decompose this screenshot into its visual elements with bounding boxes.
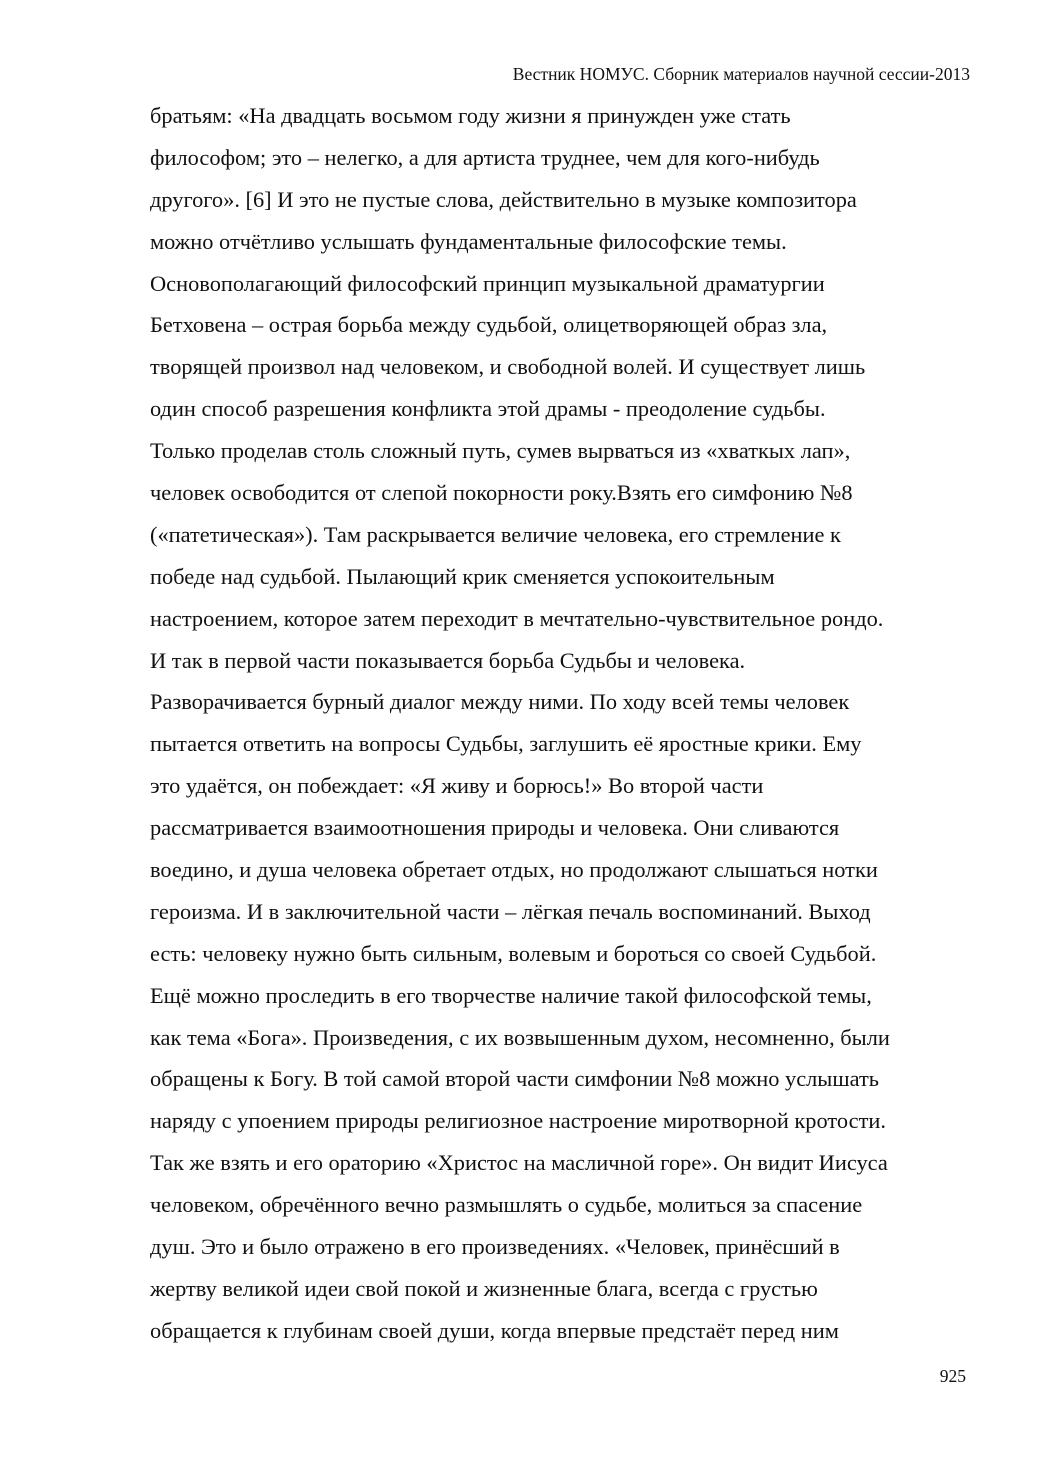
text-line: героизма. И в заключительной части – лёгкая печаль воспоминаний. Выход — [150, 898, 871, 924]
text-line: один способ разрешения конфликта этой драмы - преодоление судьбы. — [150, 396, 826, 422]
text-line: философом; это – нелегко, а для артиста труднее, чем для кого-нибудь — [150, 144, 820, 170]
text-line: победе над судьбой. Пылающий крик сменяется успокоительным — [150, 563, 775, 589]
text-line: братьям: «На двадцать восьмом году жизни я принужден уже стать — [150, 103, 791, 128]
text-line: Так же взять и его ораторию «Христос на масличной горе». Он видит Иисуса — [150, 1150, 888, 1176]
text-line: Ещё можно проследить в его творчестве наличие такой философской темы, — [150, 982, 872, 1008]
text-line: обращены к Богу. В той самой второй части симфонии №8 можно услышать — [150, 1066, 879, 1092]
running-header: Вестник НОМУС. Сборник материалов научной сессии-2013 — [512, 64, 970, 84]
text-line: можно отчётливо услышать фундаментальные философские темы. — [150, 228, 787, 254]
text-line: человек освободится от слепой покорности року.Взять его симфонию №8 — [150, 480, 853, 506]
text-line: это удаётся, он побеждает: «Я живу и борюсь!» Во второй части — [150, 773, 764, 799]
text-line: творящей произвол над человеком, и свободной волей. И существует лишь — [150, 354, 866, 380]
text-line: воедино, и душа человека обретает отдых, но продолжают слышаться нотки — [150, 857, 878, 883]
text-line: Основополагающий философский принцип музыкальной драматургии — [150, 270, 825, 296]
text-line: Разворачивается бурный диалог между ними. По ходу всей темы человек — [150, 689, 850, 715]
page-number: 925 — [939, 1366, 966, 1386]
text-line: другого». [6] И это не пустые слова, действительно в музыке композитора — [150, 186, 857, 212]
text-line: настроением, которое затем переходит в мечтательно-чувствительное рондо. — [150, 605, 884, 631]
text-line: И так в первой части показывается борьба Судьбы и человека. — [150, 647, 746, 673]
text-line: человеком, обречённого вечно размышлять о судьбе, молиться за спасение — [150, 1192, 863, 1218]
text-line: Бетховена – острая борьба между судьбой, олицетворяющей образ зла, — [150, 312, 828, 338]
text-line: пытается ответить на вопросы Судьбы, заглушить её яростные крики. Ему — [150, 731, 862, 757]
text-line: Только проделав столь сложный путь, сумев вырваться из «хваткых лап», — [150, 438, 851, 464]
text-line: есть: человеку нужно быть сильным, волевым и бороться со своей Судьбой. — [150, 940, 877, 966]
text-line: душ. Это и было отражено в его произведениях. «Человек, принёсший в — [150, 1234, 840, 1260]
text-line: наряду с упоением природы религиозное настроение миротворной кротости. — [150, 1108, 886, 1134]
text-line: жертву великой идеи свой покой и жизненные блага, всегда с грустью — [150, 1275, 818, 1301]
body-text — [150, 98, 990, 1355]
text-line: рассматривается взаимоотношения природы и человека. Они сливаются — [150, 815, 840, 841]
text-line: обращается к глубинам своей души, когда впервые предстаёт перед ним — [150, 1317, 839, 1343]
text-line: как тема «Бога». Произведения, с их возвышенным духом, несомненно, были — [150, 1024, 890, 1050]
text-line: («патетическая»). Там раскрывается величие человека, его стремление к — [150, 521, 841, 547]
